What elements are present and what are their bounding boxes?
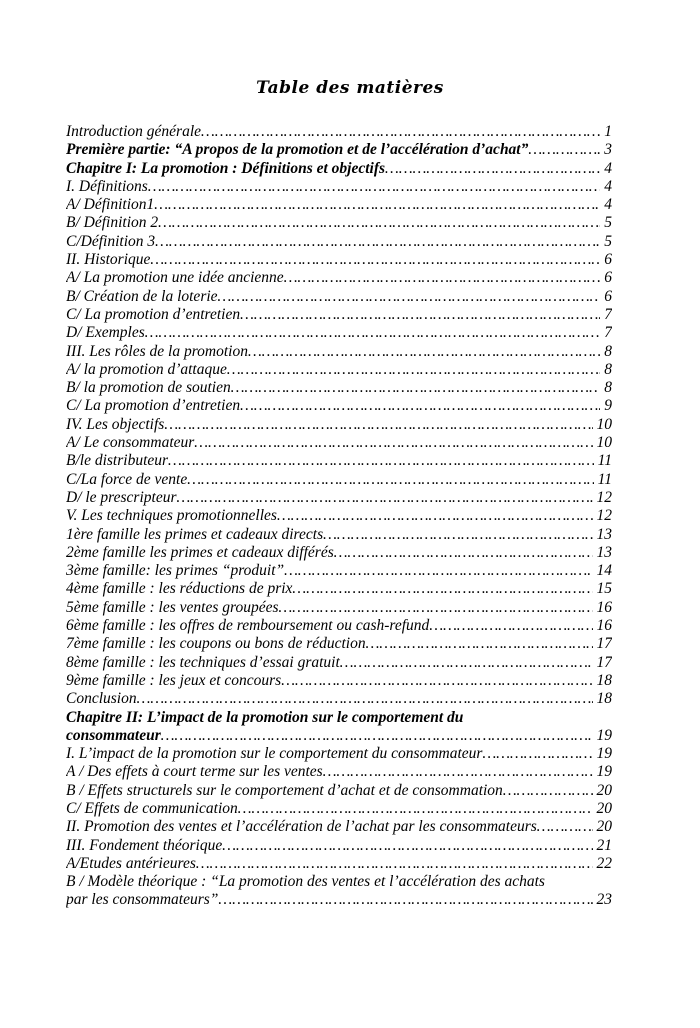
- toc-leader-dots: [503, 782, 593, 800]
- toc-page-number: 11: [597, 452, 612, 470]
- toc-entry: [66, 800, 612, 818]
- toc-leader-dots: [537, 818, 593, 836]
- toc-entry: [66, 745, 612, 763]
- toc-page-number: 17: [596, 635, 612, 653]
- toc-page-number: 17: [596, 653, 612, 671]
- toc-entry-title: C/ La promotion d’entretien: [66, 397, 241, 415]
- toc-entry: [66, 818, 612, 836]
- toc-entry-title: B/ Création de la loterie: [66, 287, 218, 305]
- toc-entry: [66, 672, 612, 690]
- toc-leader-dots: [227, 361, 600, 379]
- toc-page-number: 12: [596, 488, 612, 506]
- toc-leader-dots: [150, 251, 600, 269]
- toc-leader-dots: [168, 452, 594, 470]
- toc-leader-dots: [187, 471, 593, 489]
- toc-page-number: 12: [596, 507, 612, 525]
- toc-page-number: 19: [596, 726, 612, 744]
- toc-leader-dots: [161, 727, 593, 745]
- toc-leader-dots: [284, 269, 601, 287]
- toc-page-number: 4: [604, 159, 612, 177]
- toc-entry-title: V. Les techniques promotionnelles: [66, 507, 277, 525]
- toc-leader-dots: [155, 233, 600, 251]
- toc-entry-title: Introduction générale: [66, 123, 202, 140]
- toc-entry: [66, 489, 612, 507]
- toc-leader-dots: [482, 745, 592, 763]
- toc-entry-title: B / Effets structurels sur le comportement d’achat et de consommation: [66, 781, 503, 799]
- toc-entry: [66, 837, 612, 855]
- toc-page-number: 3: [604, 141, 612, 159]
- toc-page-number: 7: [604, 305, 612, 323]
- toc-entry-title: A / Des effets à court terme sur les ventes: [66, 763, 323, 781]
- toc-entry: [66, 397, 612, 415]
- toc-entry: [66, 361, 612, 379]
- toc-entry: [66, 452, 612, 470]
- toc-leader-dots: [429, 617, 592, 635]
- toc-entry-title: A/ Définition1: [66, 196, 155, 214]
- toc-page-number: 8: [604, 342, 612, 360]
- toc-page-number: 18: [596, 690, 612, 708]
- toc-page-number: 22: [596, 854, 612, 872]
- toc-entry: [66, 269, 612, 287]
- toc-page-number: 16: [596, 617, 612, 635]
- toc-entry-title: 2ème famille les primes et cadeaux différés: [66, 543, 334, 561]
- toc-leader-dots: [231, 379, 601, 397]
- toc-page-number: 1: [604, 123, 612, 140]
- toc-leader-dots: [158, 214, 600, 232]
- toc-leader-dots: [196, 855, 593, 873]
- toc-entry-title: consommateur: [66, 726, 161, 744]
- toc-entry: [66, 562, 612, 580]
- toc-page-number: 10: [596, 415, 612, 433]
- toc-leader-dots: [334, 544, 593, 562]
- toc-leader-dots: [218, 288, 601, 306]
- toc-page-number: 8: [604, 379, 612, 397]
- toc-entry-title: C/Définition 3: [66, 232, 156, 250]
- toc-leader-dots: [238, 800, 593, 818]
- toc-entry: [66, 251, 612, 269]
- toc-leader-dots: [240, 306, 600, 324]
- toc-entry: [66, 727, 612, 745]
- toc-page-number: 16: [596, 598, 612, 616]
- toc-page-number: 14: [596, 562, 612, 580]
- toc-entry: [66, 416, 612, 434]
- toc-page-number: 5: [604, 232, 612, 250]
- toc-entry-title: 3ème famille: les primes “produit”: [66, 562, 285, 580]
- toc-entry: [66, 580, 612, 598]
- toc-page-number: 18: [596, 671, 612, 689]
- toc-entry: [66, 178, 612, 196]
- toc-leader-dots: [222, 837, 592, 855]
- toc-page-number: 11: [597, 470, 612, 488]
- toc-page-number: 10: [596, 434, 612, 452]
- toc-entry-title: IV. Les objectifs: [66, 415, 165, 433]
- toc-leader-dots: [340, 654, 593, 672]
- toc-page-number: 8: [604, 360, 612, 378]
- toc-entry: [66, 763, 612, 781]
- toc-entry: [66, 855, 612, 873]
- toc-leader-dots: [528, 141, 600, 159]
- toc-leader-dots: [278, 599, 592, 617]
- toc-entry: [66, 635, 612, 653]
- toc-entry: [66, 306, 612, 324]
- toc-page-number: 15: [596, 580, 612, 598]
- toc-page-number: 19: [596, 763, 612, 781]
- toc-entry-title: II. Promotion des ventes et l’accélération de l’achat par les consommateurs: [66, 818, 537, 836]
- toc-entry-title: 8ème famille : les techniques d’essai gratuit: [66, 653, 340, 671]
- toc-page-number: 4: [604, 177, 612, 195]
- toc-page-number: 21: [596, 836, 612, 854]
- toc-entry: [66, 233, 612, 251]
- toc-entry-title: par les consommateurs”: [66, 891, 219, 909]
- toc-page-number: 13: [596, 543, 612, 561]
- toc-leader-dots: [248, 343, 600, 361]
- table-of-contents: [66, 123, 612, 910]
- toc-entry-title: III. Fondement théorique: [66, 836, 223, 854]
- toc-entry: [66, 324, 612, 342]
- toc-entry: [66, 782, 612, 800]
- toc-leader-dots: [292, 580, 592, 598]
- toc-page-number: 4: [604, 196, 612, 214]
- toc-entry-title: A/Etudes antérieures: [66, 854, 196, 872]
- toc-entry-title: B/ Définition 2: [66, 214, 159, 232]
- toc-leader-dots: [177, 489, 593, 507]
- toc-entry-title: Conclusion: [66, 690, 137, 708]
- toc-entry: [66, 288, 612, 306]
- toc-page-number: 20: [596, 799, 612, 817]
- toc-page-number: 23: [596, 891, 612, 909]
- toc-entry-title: 1ère famille les primes et cadeaux directs: [66, 525, 324, 543]
- toc-entry-title: 4ème famille : les réductions de prix: [66, 580, 293, 598]
- toc-entry-title: A/ Le consommateur: [66, 434, 195, 452]
- toc-entry-title: A/ la promotion d’attaque: [66, 360, 227, 378]
- toc-leader-dots: [194, 434, 592, 452]
- toc-entry-title: I. Définitions: [66, 177, 148, 195]
- toc-entry: [66, 196, 612, 214]
- toc-page-number: 13: [596, 525, 612, 543]
- toc-entry: [66, 507, 612, 525]
- toc-leader-dots: [281, 672, 592, 690]
- toc-entry-title: D/ le prescripteur: [66, 488, 177, 506]
- toc-entry-title: II. Historique: [66, 251, 151, 269]
- toc-entry: [66, 214, 612, 232]
- toc-leader-dots: [323, 526, 592, 544]
- toc-entry-title: Première partie: “A propos de la promotion et de l’accélération d’achat”: [66, 141, 529, 159]
- toc-leader-dots: [145, 324, 600, 342]
- toc-entry: [66, 123, 612, 141]
- toc-entry: [66, 617, 612, 635]
- toc-page-number: 20: [596, 781, 612, 799]
- toc-entry-title: C/ Effets de communication: [66, 799, 238, 817]
- toc-entry-title: A/ La promotion une idée ancienne: [66, 269, 284, 287]
- page-title: Table des matières: [256, 78, 444, 98]
- toc-entry-heading-line: Chapitre II: L’impact de la promotion sur le comportement du: [66, 708, 464, 726]
- toc-leader-dots: [137, 690, 593, 708]
- toc-entry-title: 6ème famille : les offres de remboursement ou cash-refund: [66, 617, 430, 635]
- toc-page-number: 9: [604, 397, 612, 415]
- toc-entry: [66, 891, 612, 909]
- toc-entry-title: B/ la promotion de soutien: [66, 379, 231, 397]
- toc-page-number: 6: [604, 287, 612, 305]
- toc-entry: [66, 343, 612, 361]
- toc-page-number: 6: [604, 269, 612, 287]
- toc-entry: [66, 379, 612, 397]
- toc-entry-title: I. L’impact de la promotion sur le comportement du consommateur: [66, 745, 483, 763]
- toc-entry-title: C/ La promotion d’entretien: [66, 305, 241, 323]
- toc-entry: [66, 471, 612, 489]
- toc-leader-dots: [218, 891, 592, 909]
- toc-leader-dots: [164, 416, 592, 434]
- toc-entry-title: 7ème famille : les coupons ou bons de réduction: [66, 635, 366, 653]
- toc-entry: [66, 599, 612, 617]
- toc-entry: [66, 544, 612, 562]
- toc-leader-dots: [277, 507, 593, 525]
- toc-entry-title: B/le distributeur: [66, 452, 169, 470]
- toc-entry: [66, 141, 612, 159]
- toc-leader-dots: [240, 397, 600, 415]
- toc-entry-heading-line: B / Modèle théorique : “La promotion des ventes et l’accélération des achats: [66, 873, 545, 891]
- toc-entry: [66, 434, 612, 452]
- toc-page-number: 7: [604, 324, 612, 342]
- toc-entry-title: Chapitre I: La promotion : Définitions et objectifs: [66, 159, 386, 177]
- toc-leader-dots: [385, 160, 600, 178]
- toc-leader-dots: [284, 562, 592, 580]
- toc-leader-dots: [323, 763, 593, 781]
- toc-entry-title: D/ Exemples: [66, 324, 145, 342]
- toc-leader-dots: [366, 635, 593, 653]
- toc-entry-title: 9ème famille : les jeux et concours: [66, 671, 282, 689]
- toc-entry-title: C/La force de vente: [66, 470, 188, 488]
- toc-page-number: 20: [596, 818, 612, 836]
- toc-page-number: 19: [596, 745, 612, 763]
- toc-leader-dots: [201, 123, 600, 141]
- toc-entry-title: III. Les rôles de la promotion: [66, 342, 248, 360]
- toc-entry: [66, 160, 612, 178]
- toc-page-number: 6: [604, 251, 612, 269]
- toc-leader-dots: [148, 178, 600, 196]
- toc-leader-dots: [154, 196, 600, 214]
- toc-entry-title: 5ème famille : les ventes groupées: [66, 598, 279, 616]
- toc-page-number: 5: [604, 214, 612, 232]
- toc-entry: [66, 690, 612, 708]
- toc-entry: [66, 526, 612, 544]
- toc-entry: [66, 654, 612, 672]
